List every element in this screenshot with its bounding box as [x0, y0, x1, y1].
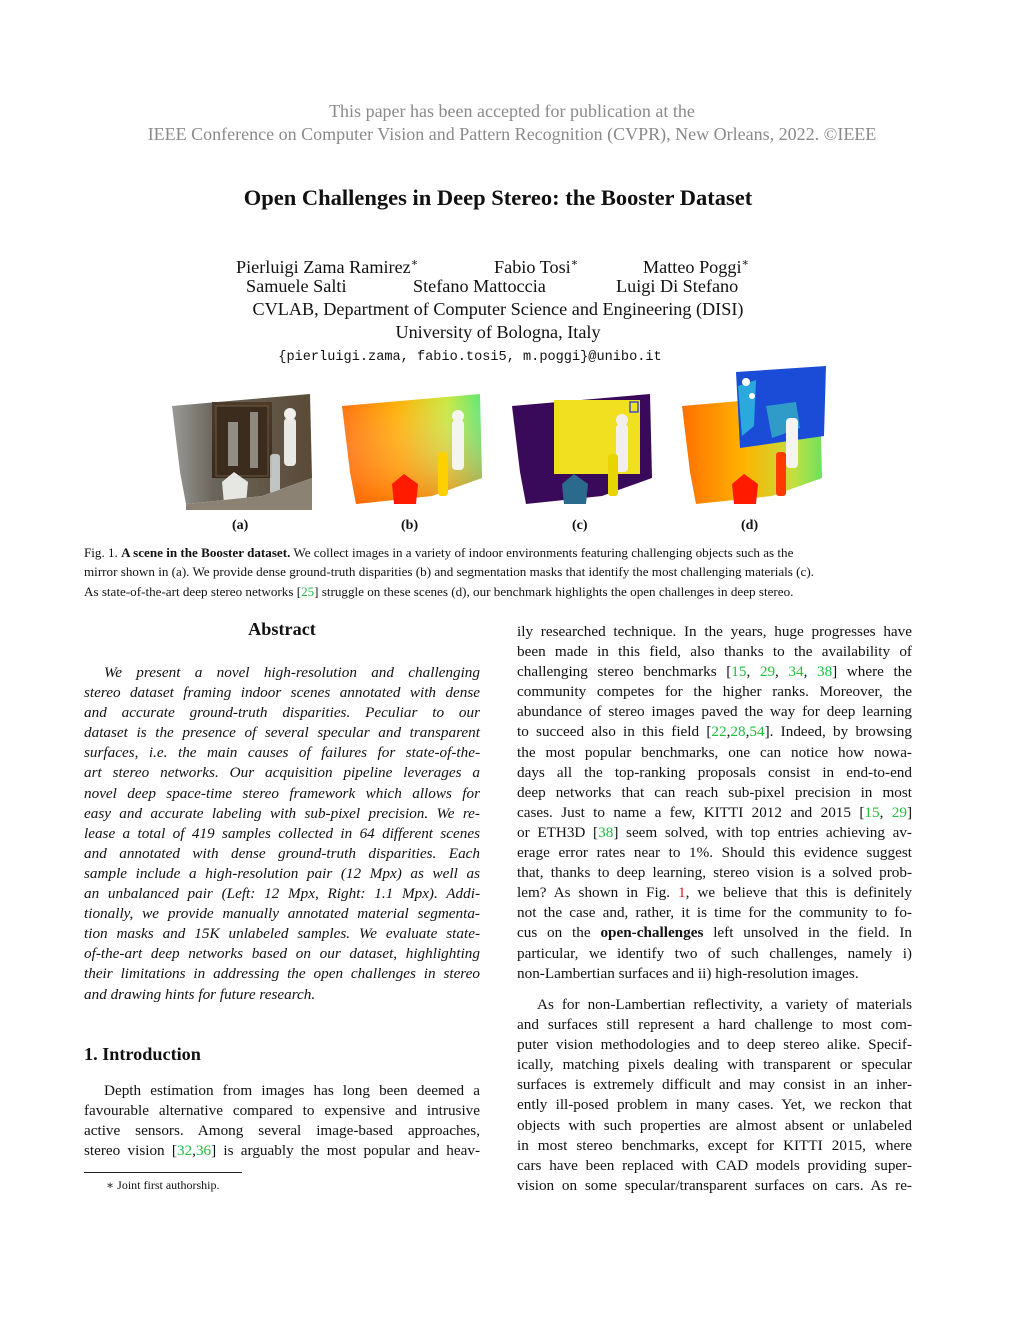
abstract-body: [84, 663, 480, 1005]
caption-line: mirror shown in (a). We provide dense ground-truth disparities (b) and segmentation masks that identify the most challenging materials (c).: [84, 564, 814, 580]
text-line: art stereo networks. Our acquisition pipeline leverages a: [84, 764, 480, 782]
text-line: easy and accurate labeling with sub-pixel precision. We re-: [84, 804, 480, 822]
citation-link[interactable]: 29: [759, 663, 776, 681]
text-line: challenging stereo benchmarks [15, 29, 34, 38] where the: [517, 663, 913, 681]
subfigure-label: (d): [741, 518, 759, 533]
text-line: of-the-art deep networks based on our dataset, highlighting: [84, 945, 480, 963]
citation-link[interactable]: 54: [749, 723, 765, 741]
text-line: sample include a high-resolution pair (12 Mpx) as well as: [84, 864, 480, 882]
text-line: or ETH3D [38] seem solved, with top entries achieving av-: [517, 823, 912, 841]
footnote: ∗ Joint first authorship.: [106, 1178, 220, 1192]
emphasis: open-challenges: [600, 924, 704, 942]
disparity-map-image: [336, 392, 486, 510]
author-name: Stefano Mattoccia: [413, 276, 546, 296]
text-line: community competes for the higher ranks. Moreover, the: [517, 683, 912, 701]
text-line: objects with such properties are almost absent or unlabeled: [517, 1116, 912, 1134]
text-line: surfaces, i.e. the main causes of failures for state-of-the-: [84, 744, 480, 762]
text-line: ily researched technique. In the years, huge progresses have: [517, 623, 912, 640]
right-column-paragraph-1: [517, 622, 912, 984]
text-line: and drawing hints for future research.: [84, 985, 316, 1003]
text-line: in most stereo benchmarks, except for KITTI 2015, where: [517, 1136, 912, 1154]
citation-link[interactable]: 15: [864, 803, 880, 821]
author-name: Pierluigi Zama Ramirez∗: [236, 257, 419, 278]
prediction-image: [676, 366, 828, 510]
text-line: and accurate ground-truth disparities. Peculiar to our: [84, 704, 480, 722]
text-line: puter vision methodologies and to deep stereo alike. Specif-: [517, 1036, 912, 1054]
acceptance-line-2: IEEE Conference on Computer Vision and Pattern Recognition (CVPR), New Orleans, 2022. ©IEEE: [147, 124, 877, 144]
text-line: dataset is the presence of several specular and transparent: [84, 724, 480, 742]
caption-line: As state-of-the-art deep stereo networks [25] struggle on these scenes (d), our benchmark highlights the open challenges in deep stereo.: [84, 583, 794, 599]
text-line: abundance of stereo images paved the way for deep learning: [517, 703, 912, 721]
text-line: cases. Just to name a few, KITTI 2012 and 2015 [15, 29]: [517, 803, 912, 821]
subfigure-label: (b): [401, 518, 419, 533]
text-line: tion masks and 15K unlabeled samples. We evaluate state-: [84, 925, 480, 943]
text-line: non-Lambertian surfaces and ii) high-resolution images.: [517, 964, 859, 982]
citation-link[interactable]: 28: [730, 723, 746, 741]
text-line: the most popular benchmarks, one can notice how nowa-: [517, 743, 912, 761]
text-line: stereo dataset framing indoor scenes annotated with dense: [84, 684, 480, 702]
author-emails: {pierluigi.zama, fabio.tosi5, m.poggi}@unibo.it: [278, 350, 662, 365]
introduction-body: [84, 1081, 480, 1161]
acceptance-notice: [0, 100, 1024, 146]
rgb-scene-image: [166, 392, 316, 510]
author-name: Fabio Tosi∗: [494, 257, 579, 278]
author-name: Matteo Poggi∗: [643, 257, 749, 278]
affiliation: CVLAB, Department of Computer Science and Engineering (DISI): [252, 299, 744, 319]
text-line: cars have been replaced with CAD models providing super-: [517, 1156, 912, 1174]
text-line: that, thanks to deep learning, stereo vision is a solved prob-: [517, 864, 912, 882]
citation-link[interactable]: 38: [598, 823, 614, 841]
text-line: not the case and, rather, it is time for the community to fo-: [517, 904, 912, 922]
figure-reference-link[interactable]: 1: [678, 884, 686, 902]
citation-link[interactable]: 36: [195, 1142, 212, 1160]
text-line: stereo vision [32,36] is arguably the most popular and heav-: [84, 1142, 481, 1160]
text-line: their limitations in addressing the open challenges in stereo: [84, 965, 480, 983]
author-block: [0, 252, 1024, 369]
figure-caption: [84, 543, 944, 601]
text-line: lem? As shown in Fig. 1, we believe that this is definitely: [517, 884, 912, 902]
right-column-paragraph-2: [517, 995, 912, 1196]
text-line: particular, we identify two of such challenges, namely i): [517, 944, 912, 962]
text-line: As for non-Lambertian reflectivity, a variety of materials: [537, 996, 912, 1013]
text-line: vision on some specular/transparent surfaces on cars. As re-: [517, 1176, 912, 1194]
abstract-heading: Abstract: [248, 619, 316, 639]
text-line: erage error rates near to 1%. Should this evidence suggest: [517, 844, 912, 862]
citation-link[interactable]: 15: [731, 663, 747, 681]
footnote-rule: [84, 1172, 242, 1173]
university: University of Bologna, Italy: [395, 322, 601, 342]
text-line: and surfaces still represent a hard challenge to most com-: [517, 1016, 912, 1034]
author-name: Samuele Salti: [246, 276, 347, 296]
text-line: novel deep space-time stereo framework which allows for: [84, 784, 480, 802]
paper-title: Open Challenges in Deep Stereo: the Booster Dataset: [243, 185, 753, 210]
text-line: tionally, we provide manually annotated material segmenta-: [84, 905, 480, 923]
text-line: an unbalanced pair (Left: 12 Mpx, Right: 1.1 Mpx). Addi-: [84, 885, 480, 903]
text-line: been made in this field, also thanks to the availability of: [517, 643, 912, 661]
text-line: favourable alternative compared to expensive and intrusive: [84, 1102, 480, 1120]
text-line: We present a novel high-resolution and challenging: [104, 664, 480, 681]
subfigure-labels: [0, 518, 1024, 536]
citation-link[interactable]: 34: [788, 663, 804, 681]
text-line: surfaces is extremely difficult and may consist in an inher-: [517, 1076, 912, 1094]
text-line: active sensors. Among several image-based approaches,: [84, 1122, 480, 1140]
subfigure-label: (a): [232, 518, 249, 533]
text-line: ently ill-posed problem in many cases. Yet, we reckon that: [517, 1096, 912, 1114]
text-line: ically, matching pixels dealing with transparent or specular: [517, 1056, 912, 1074]
citation-link[interactable]: 32: [176, 1142, 193, 1160]
figure-1-images: [160, 366, 860, 516]
text-line: and annotated with dense ground-truth disparities. Each: [84, 844, 480, 862]
subfigure-label: (c): [572, 518, 588, 533]
author-name: Luigi Di Stefano: [616, 276, 739, 296]
text-line: cus on the open-challenges left unsolved in the field. In: [517, 924, 912, 942]
citation-link[interactable]: 22: [711, 723, 727, 741]
introduction-heading: 1. Introduction: [84, 1044, 201, 1064]
segmentation-mask-image: [506, 392, 656, 510]
citation-link[interactable]: 29: [891, 803, 907, 821]
text-line: days all the top-ranking proposals consist in end-to-end: [517, 763, 912, 781]
citation-link[interactable]: 25: [301, 583, 315, 599]
caption-line: Fig. 1. A scene in the Booster dataset. We collect images in a variety of indoor environments featuring challenging objects such as the: [84, 545, 794, 560]
text-line: Depth estimation from images has long been deemed a: [104, 1082, 480, 1099]
text-line: lease a total of 419 samples collected in 64 different scenes: [84, 824, 480, 842]
citation-link[interactable]: 38: [816, 663, 833, 681]
acceptance-line-1: This paper has been accepted for publication at the: [329, 101, 695, 121]
text-line: to succeed also in this field [22,28,54]. Indeed, by browsing: [517, 723, 912, 741]
text-line: deep networks that can reach sub-pixel precision in most: [517, 783, 912, 801]
